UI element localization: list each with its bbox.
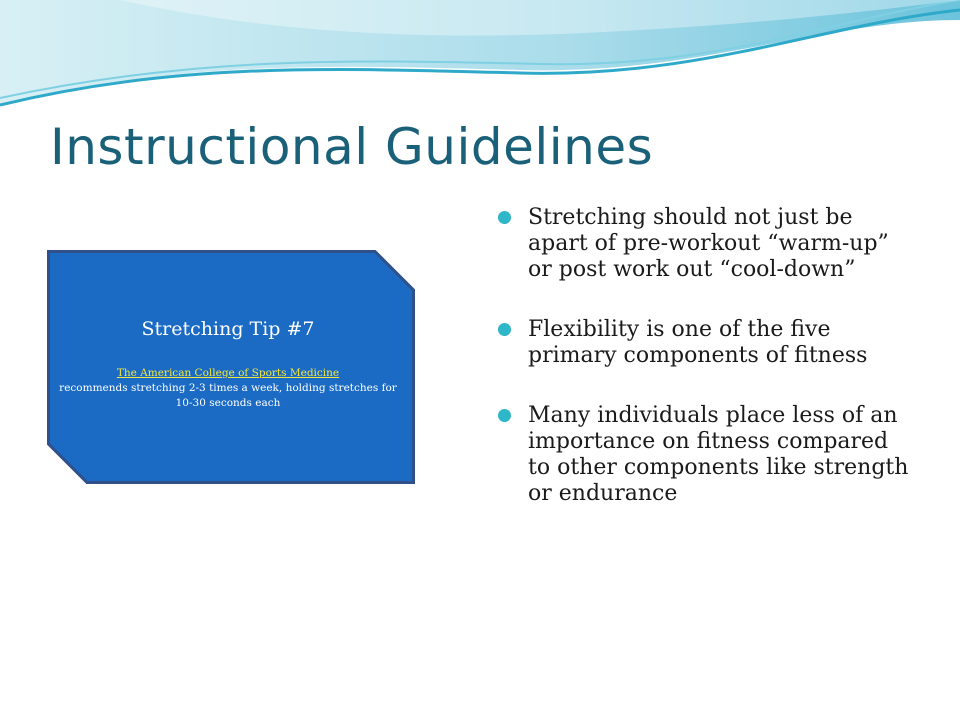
bullet-text: Flexibility is one of the five primary components of fitness — [528, 317, 868, 368]
acsm-link[interactable]: The American College of Sports Medicine — [116, 367, 340, 379]
bullet-item — [496, 317, 916, 369]
bullet-item — [496, 205, 916, 283]
bullet-item — [496, 403, 916, 507]
callout-content — [58, 318, 398, 411]
callout-heading: Stretching Tip #7 — [141, 318, 315, 340]
bullet-icon — [498, 409, 511, 422]
bullet-icon — [498, 211, 511, 224]
slide-title: Instructional Guidelines — [50, 118, 654, 176]
bullet-list — [496, 205, 916, 541]
bullet-text: Many individuals place less of an importance on fitness compared to other components like strength or endurance — [528, 403, 909, 506]
callout-body — [58, 366, 398, 411]
callout-body-text: recommends stretching 2-3 times a week, holding stretches for 10-30 seconds each — [59, 382, 397, 409]
bullet-text: Stretching should not just be apart of pre-workout “warm-up” or post work out “cool-down” — [528, 205, 889, 282]
bullet-icon — [498, 323, 511, 336]
